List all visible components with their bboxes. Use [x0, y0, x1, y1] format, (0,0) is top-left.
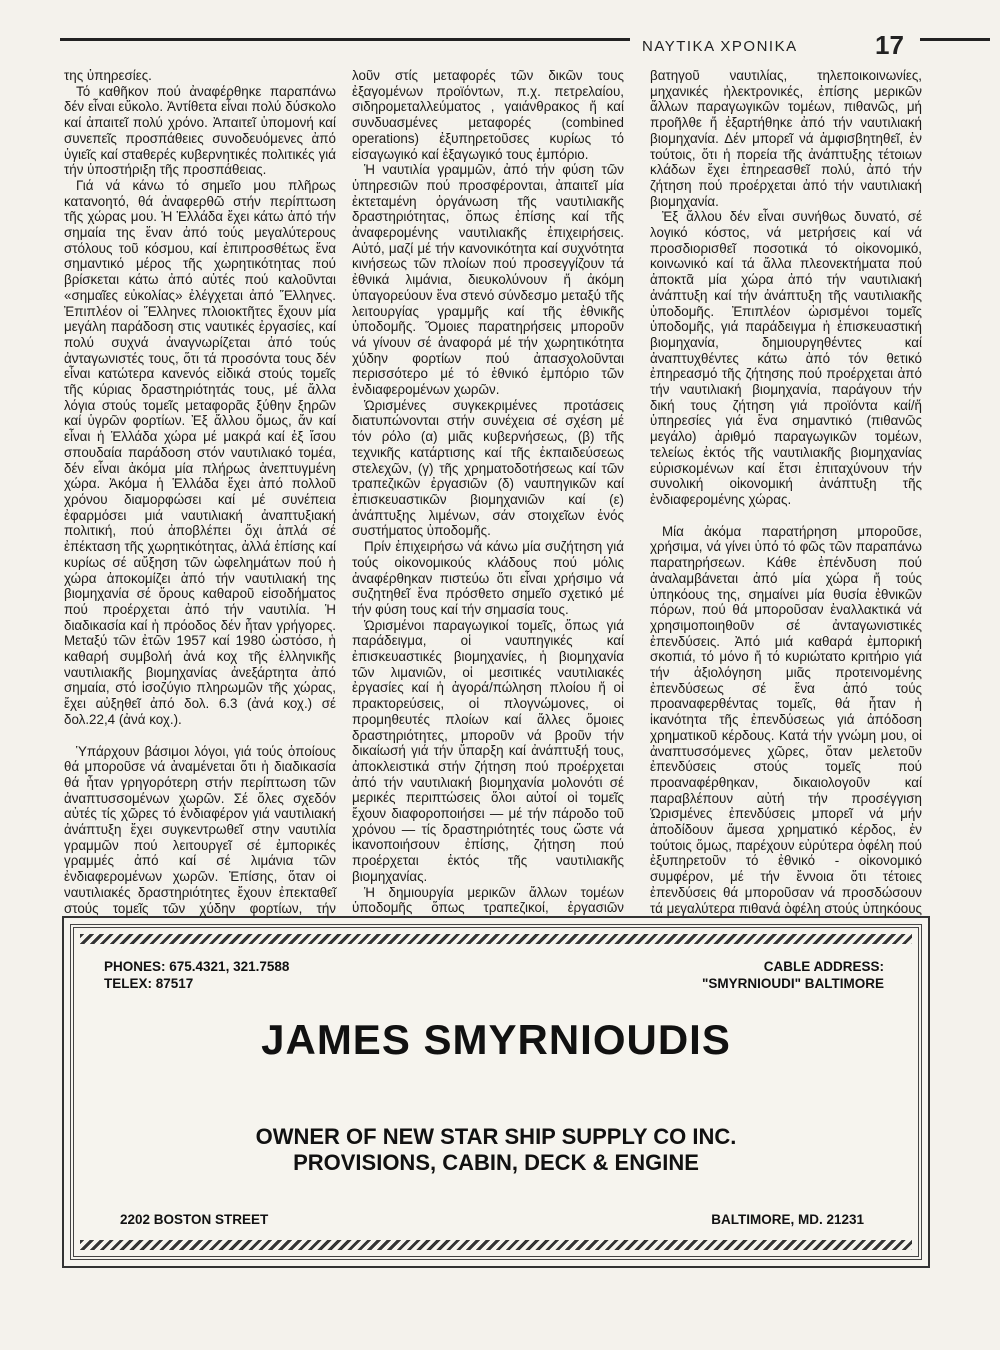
ad-company-name: JAMES SMYRNIOUDIS [261, 1016, 731, 1063]
paragraph: λοῦν στίς μεταφορές τῶν δικῶν τους ἐξαγομένων προϊόντων, π.χ. πετρελαίου, σιδηρομεταλλεύματος , γαιάνθρακος ἤ καί συνδυασμένες μεταφορές (combined operations) ἐξυπηρετοῦσες κυρίως τό εἰσαγωγικό καί ἐξαγωγικό τους ἐμπόριο. [352, 68, 624, 162]
paragraph: Ἐξ ἄλλου δέν εἶναι συνήθως δυνατό, σέ λογικό κόστος, νά μετρήσεις καί νά προσδιορισθεῖ ποσοτικά τό οἰκονομικό, κοινωνικό καί τά ἄλλα πλεονεκτήματα πού ἀποκτᾶ μία χώρα ἀπό τήν ναυτιλιακή ἀνάπτυξη καί τήν ἀνάπτυξη τῆς ναυτιλιακῆς ὑποδομῆς. Ἐπιπλέον ὡρισμένοι τομεῖς ὑποδομῆς, γιά παράδειγμα ἡ ἐπισκευαστική βιομηχανία, δημιουργηθέντες καί ἀναπτυχθέντες κάτω ἀπό τόν θετικό ἐπηρεασμό τῆς ζήτησης πού προέρχεται ἀπό τήν ναυτιλιακή βιομηχανία, παράγουν τήν δική τους ζήτηση γιά προϊόντα καί/ἤ ὑπηρεσίες γιά ἕνα σημαντικό (πιθανῶς μεγάλο) ἀριθμό παραγωγικῶν τομέων, τελείως ἐκτός τῆς ναυτιλιακῆς βιομηχανίας εὐρισκομένων καί ἔτσι ἐπιταχύνουν τήν συνολική οἰκονομική ἀνάπτυξη τῆς ἐνδιαφερομένης χώρας. [650, 209, 922, 507]
ad-phones: PHONES: 675.4321, 321.7588 [104, 959, 290, 974]
advertisement-box [62, 916, 930, 1268]
ornamental-border-bottom [80, 1240, 912, 1250]
paragraph: Τό καθῆκον πού ἀναφέρθηκε παραπάνω δέν εἶναι εὔκολο. Ἀντίθετα εἶναι πολύ δύσκολο καί ἀπαιτεῖ πολύ χρόνο. Ἀπαιτεῖ ὑπομονή καί συνεπεῖς προσπάθειες συνοδευόμενες ἀπό ὑγιεῖς καί σταθερές κυβερνητικές πολιτικές γιά τήν ὑποστήριξη τῆς προσπάθειας. [64, 83, 336, 178]
paragraph: Ὡρισμένες συγκεκριμένες προτάσεις διατυπώνονται στήν συνέχεια σέ σχέση μέ τόν ρόλο (α) μιᾶς κυβερνήσεως, (β) τῆς τεχνικῆς κατάρτισης καί τῆς ἐκπαιδεύσεως στελεχῶν, (γ) τῆς χρηματοδοτήσεως καί τῶν τραπεζικῶν ἐργασιῶν (δ) ναυπηγικῶν καί ἐπισκευαστικῶν βιομηχανιῶν καί (ε) ἀνάπτυξης λιμένων, σάν στοιχεῖων ἑνός συστήματος ὑποδομῆς. [352, 397, 624, 539]
paragraph: της ὑπηρεσίες. [64, 68, 152, 83]
paragraph: Ὑπάρχουν βάσιμοι λόγοι, γιά τούς ὁποίους θά μποροῦσε νά ἀναμένεται ὅτι ἡ διαδικασία θά ἦταν γρηγορότερη στήν περίπτωση τῶν ἀναπτυσσομένων χωρῶν. Σέ ὅλες σχεδόν αὐτές τίς χῶρες τό ἐνδιαφέρον γιά ναυτιλιακή ἀνάπτυξη ἔχει συγκεντρωθεῖ στην ναυτιλία γραμμῶν πού λειτουργεῖ σέ ἐμπορικές γραμμές ἀπό καί σέ λιμάνια τῶν ἐνδιαφερομένων χωρῶν. Ἐπίσης, ὅταν οἱ ναυτιλιακές δραστηριότητες ἔχουν ἐπεκταθεῖ στούς τομεῖς τῶν χύδην φορτίων, τήν [64, 743, 336, 916]
paragraph: βατηγοῦ ναυτιλίας, τηλεποικοινωνίες, μηχανικές ἠλεκτρονικές, ἐπίσης μερικῶν ἄλλων παραγωγικῶν τομέων, πιθανῶς, μή προῆλθε ἤ ἐξαρτήθηκε ἀπό τήν ναυτιλιακή βιομηχανία. Δέν μπορεῖ νά ἀμφισβητηθεῖ, ἐν τούτοις, ὅτι ἡ πορεία τῆς ἀνάπτυξης τέτοιων κλάδων ἔχει ἐπηρεασθεῖ πολύ, ἀπό τήν ζήτηση πού προέρχεται ἀπό τήν ναυτιλιακή βιομηχανία. [650, 68, 922, 209]
ad-services-line: PROVISIONS, CABIN, DECK & ENGINE [293, 1150, 699, 1175]
paragraph: Ἡ δημιουργία μερικῶν ἄλλων τομέων ὑποδομῆς ὅπως τραπεζικοί, ἐργασιῶν [352, 884, 624, 916]
ad-cable-address [702, 958, 884, 992]
ad-city-address: BALTIMORE, MD. 21231 [711, 1212, 864, 1227]
header-rule-left [60, 38, 630, 41]
ad-telex: TELEX: 87517 [104, 976, 194, 991]
paragraph: Ὡρισμένοι παραγωγικοί τομεῖς, ὅπως γιά παράδειγμα, οἱ ναυπηγικές καί ἐπισκευαστικές βιομηχανίες, ἡ βιομηχανία τῶν λιμανιῶν, οἱ μεσιτικές ναυτιλιακές ἐργασίες καί ἡ ἀγορά/πώληση πλοίου ἤ οἱ πρακτορεύσεις, οἱ πλογνώμονες, οἱ προμηθευτές πλοίων καί ἄλλες ὅμοιες δραστηριότητες, μποροῦν νά βροῦν τήν δικαίωσή γιά τήν ὕπαρξη καί ἀνάπτυξή τους, ἀποκλειστικά στήν ζήτηση πού προέρχεται ἀπό τήν ναυτιλιακή βιομηχανία μολονότι σέ μερικές περιπτώσεις ὅλοι αὐτοί οἱ τομεῖς ἔχουν διαφοροποιήσει — μέ τήν πάροδο τοῦ χρόνου — τίς δραστηριότητές τους ὥστε νά ἱκανοποιήσουν ἐπίσης, ζήτηση πού προέρχεται ἐκτός τῆς ναυτιλιακῆς βιομηχανίας. [352, 617, 624, 884]
paragraph: Μία ἀκόμα παρατήρηση μποροῦσε, χρήσιμα, νά γίνει ὑπό τό φῶς τῶν παραπάνω παρατηρήσεων. Κάθε ἐπένδυση πού ἀναλαμβάνεται ἀπό μία χώρα ἤ τούς ὑπηκόους της, σημαίνει μία θυσία ἐθνικῶν πόρων, πού θά μποροῦσαν ἐναλλακτικά νά χρησιμοποιηθοῦν σέ ἀνταγωνιστικές ἐπενδύσεις. Ἀπό μιά καθαρά ἐμπορική σκοπιά, τό μόνο ἤ τό κυριώτατο κριτήριο γιά τήν ἀξιολόγηση μιᾶς προτεινομένης ἐπενδύσεως σέ ἕνα ἀπό τούς προαναφερθέντας τομεῖς, θά ἦταν ἡ ἱκανότητα τῆς ἐπενδύσεως γιά ἀπόδοση χρηματικοῦ κέρδους. Κατά τήν γνώμη μου, οἱ ἀναπτυσσόμενες χῶρες, ὅταν μελετοῦν ἐπενδύσεις στούς τομεῖς πού προαναφέρθηκαν, δικαιολογοῦν καί παραβλέπουν αὐτή τήν προσέγγιση Ὡρισμένες ἐπενδύσεις μπορεῖ νά μήν ἀποδίδουν ἄμεσα χρηματικό κέρδος, ἐν τούτοις ὅμως, παρέχουν εὐρύτερα ὀφέλη πού ἐξυπηρετοῦν τό ἐθνικό - οἰκονομικό συμφέρον, μέ τήν ἔννοια ὅτι τέτοιες ἐπενδύσεις θά μποροῦσαν νά προσδώσουν τά μεγαλύτερα πιθανά ὀφέλη στούς ὑπηκόους [650, 523, 922, 916]
ad-contact-numbers [104, 958, 289, 992]
ad-cable-label: CABLE ADDRESS: [763, 959, 884, 974]
paragraph: Γιά νά κάνω τό σημεῖο μου πλῆρως κατανοητό, θά ἀναφερθῶ στήν περίπτωση τῆς χώρας μου. Ἡ Ἑλλάδα ἔχει κάτω ἀπό τήν σημαία της ἕναν ἀπό τούς μεγαλύτερους στόλους τοῦ κόσμου, καί ἐπιπροσθέτως ἕνα σημαντικό μέρος τῆς χωρητικότητας πού βρίσκεται κάτω ἀπό αὐτές πού καλοῦνται «σημαῖες εὐκολίας» ἐλέγχεται ἀπό Ἕλληνες. Ἐπιπλέον οἱ Ἕλληνες πλοιοκτῆτες ἔχουν μία μεγάλη παράδοση στις ναυτικές ἐργασίες, καί πολύ συχνά ἀναγνωρίζεται ἀπό τούς ἀνταγωνιστές τους, ὅτι τά προσόντα τους δέν εἶναι κατώτερα κανενός εἰδικά στούς τομεῖς τῆς κύριας δραστηριότητάς τους, μέ ἄλλα λόγια στούς τομεῖς μεταφορᾶς ξύθην ξηρῶν καί ὑγρῶν φορτίων. Ἐξ ἄλλου ὅμως, ἄν καί εἶναι ἡ Ἑλλάδα χώρα μέ μακρά καί ἐξ ἴσου σπουδαία παράδοση στόν ναυτιλιακό τομέα, δέν εἶναι ἀκόμα μία πλήρως ἀνεπτυγμένη χώρα. Ἀκόμα ἡ Ἑλλάδα ἔχει ἀπό πολλοῦ χρόνου διαμορφώσει καί μέ συνέπεια ἐφαρμόσει μιά ναυτιλιακή ἀναπτυξιακή πολιτική, πού ἀποβλέπει ὄχι ἁπλά σέ ἐπέκταση τῆς χωρητικότητας, ἀλλά ἐπίσης καί κυρίως σέ αὔξηση τῶν ὠφελημάτων πού ἡ χώρα ἀποκομίζει ἀπό τήν ναυτιλιακή της βιομηχανία σέ ὅρους καθαροῦ εἰσοδήματος πού προέρχεται ἀπό τήν ναυτιλία. Ἡ διαδικασία καί ἡ πρόοδος δέν ἦταν γρήγορες. Μεταξύ τῶν ἐτῶν 1957 καί 1980 ὡστόσο, ἡ καθαρή συμβολή ἀνά κοχ τῆς ἑλληνικῆς ναυτιλιακῆς βιομηχανίας ἀνεξάρτητα ἀπό σημαία, στό ἰσοζύγιο πληρωμῶν τῆς χώρας, ἔχει αὐξηθεῖ ἀπό δολ. 6.3 (ἀνά κοχ.) σέ δολ.22,4 (ἀνά κοχ.). [64, 177, 336, 727]
ornamental-border-top [80, 934, 912, 944]
paragraph: Πρίν ἐπιχειρήσω νά κάνω μία συζήτηση γιά τούς οἰκονομικούς κλάδους πού μόλις ἀναφέρθηκαν πιστεύω ὅτι εἶναι χρήσιμο νά συζητηθεῖ ἕνα πρόσθετο σημεῖο σχετικό μέ τήν φύση τους καί τήν σημασία τους. [352, 539, 624, 617]
magazine-title: ΝΑΥΤΙΚΑ ΧΡΟΝΙΚΑ [642, 38, 798, 55]
page-header [60, 30, 930, 60]
page-number: 17 [875, 30, 904, 60]
text-column-1 [64, 68, 336, 932]
ad-owner-line: OWNER OF NEW STAR SHIP SUPPLY CO INC. [255, 1124, 737, 1149]
header-rule-right [920, 38, 990, 41]
text-column-3 [650, 68, 922, 963]
text-column-2 [352, 68, 624, 947]
ad-cable-value: "SMYRNIOUDI" BALTIMORE [701, 976, 884, 991]
ad-street-address: 2202 BOSTON STREET [120, 1212, 269, 1227]
paragraph: Ἡ ναυτιλία γραμμῶν, ἀπό τήν φύση τῶν ὑπηρεσιῶν πού προσφέρονται, ἀπαιτεῖ μία ἐκτεταμένη ὀργάνωση τῆς ναυτιλιακῆς δραστηριότητας, ὅπως ἐπίσης καί τῆς ἀναφερομένης ναυτιλιακῆς ἐπιχειρήσεις. Αὐτό, μαζί μέ τήν κανονικότητα καί συχνότητα κινήσεως τῶν πλοίων πού προσεγγίζουν τά ἐθνικά λιμάνια, διευκολύνουν ἤ ἀκόμη ὑπαγορεύουν ἕνα στενό σύνδεσμο μεταξύ τῆς λειτουργίας γραμμῆς καί τῆς ἐθνικῆς ὑποδομῆς. Ὅμοιες παρατηρήσεις μποροῦν νά γίνουν σέ ἀναφορά μέ τήν χωρητικότητα χύδην φορτίων πού ἀπασχολοῦνται περισσότερο μέ τό ἐθνικό ἐμπόριο τῶν ἐνδιαφερομένων χωρῶν. [352, 162, 624, 398]
